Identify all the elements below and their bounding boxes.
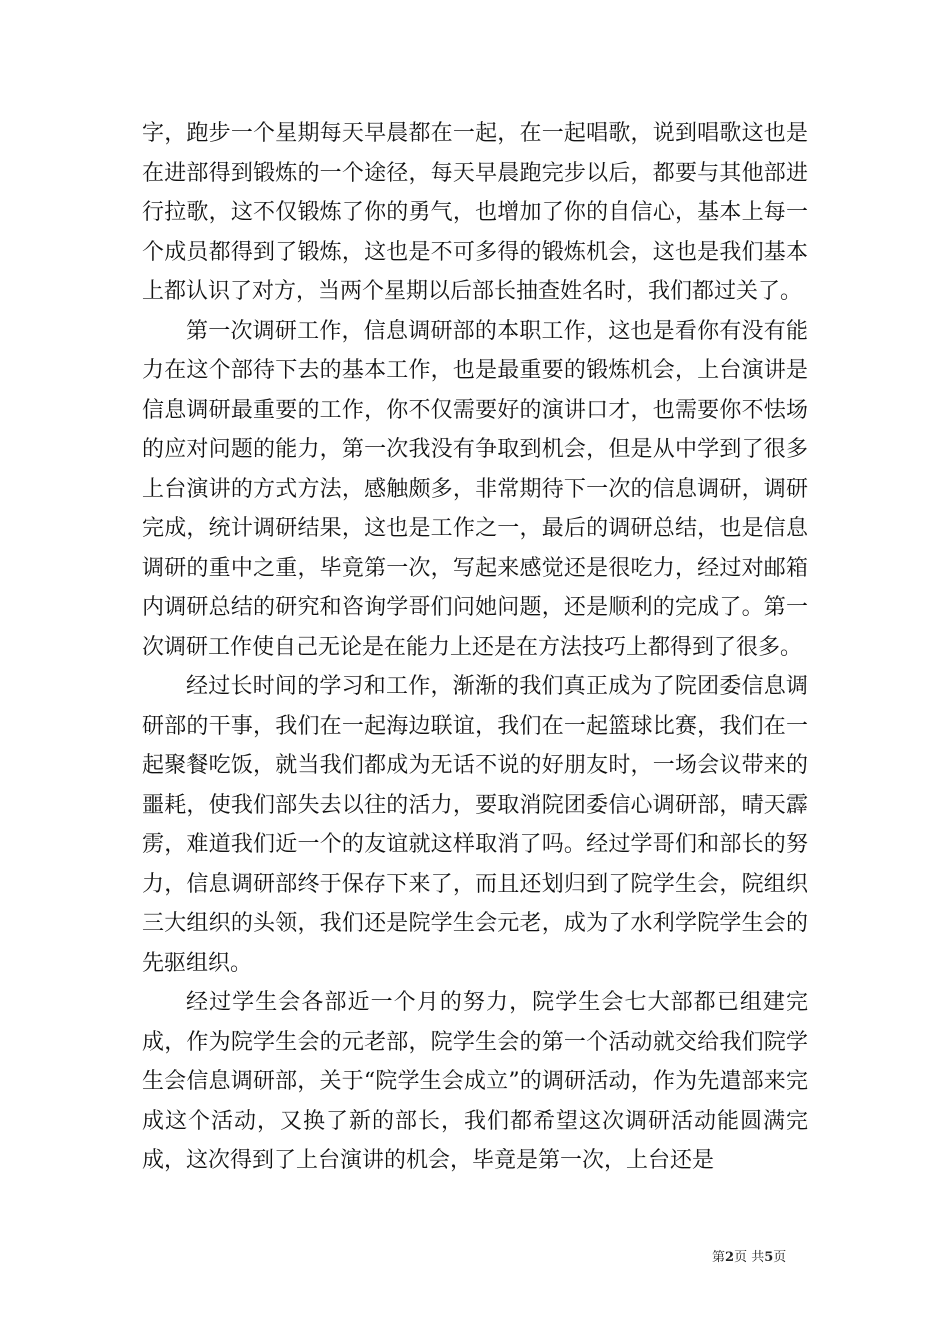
current-page-number: 2	[725, 1250, 735, 1265]
footer-prefix: 第	[712, 1250, 726, 1265]
paragraph-2: 第一次调研工作，信息调研部的本职工作，这也是看你有没有能力在这个部待下去的基本工作，也是最重要的锻炼机会，上台演讲是信息调研最重要的工作，你不仅需要好的演讲口才，也需要你不怯场的应对问题的能力，第一次我没有争取到机会，但是从中学到了很多上台演讲的方式方法，感触颇多，非常期待下一次的信息调研，调研完成，统计调研结果，这也是工作之一，最后的调研总结，也是信息调研的重中之重，毕竟第一次，写起来感觉还是很吃力，经过对邮箱内调研总结的研究和咨询学哥们问她问题，还是顺利的完成了。第一次调研工作使自己无论是在能力上还是在方法技巧上都得到了很多。	[142, 318, 808, 660]
footer-middle: 页 共	[734, 1250, 765, 1265]
body-text	[142, 114, 808, 1181]
page-footer	[712, 1246, 786, 1265]
paragraph-1: 字，跑步一个星期每天早晨都在一起，在一起唱歌，说到唱歌这也是在进部得到锻炼的一个途径，每天早晨跑完步以后，都要与其他部进行拉歌，这不仅锻炼了你的勇气，也增加了你的自信心，基本上每一个成员都得到了锻炼，这也是不可多得的锻炼机会，这也是我们基本上都认识了对方，当两个星期以后部长抽查姓名时，我们都过关了。	[142, 121, 808, 304]
footer-suffix: 页	[773, 1250, 787, 1265]
paragraph-3: 经过长时间的学习和工作，渐渐的我们真正成为了院团委信息调研部的干事，我们在一起海边联谊，我们在一起篮球比赛，我们在一起聚餐吃饭，就当我们都成为无话不说的好朋友时，一场会议带来的噩耗，使我们部失去以往的活力，要取消院团委信心调研部，晴天霹雳，难道我们近一个的友谊就这样取消了吗。经过学哥们和部长的努力，信息调研部终于保存下来了，而且还划归到了院学生会，院组织三大组织的头领，我们还是院学生会元老，成为了水利学院学生会的先驱组织。	[142, 674, 808, 976]
total-page-number: 5	[764, 1250, 774, 1265]
paragraph-4: 经过学生会各部近一个月的努力，院学生会七大部都已组建完成，作为院学生会的元老部，院学生会的第一个活动就交给我们院学生会信息调研部，关于“院学生会成立”的调研活动，作为先遣部来完成这个活动，又换了新的部长，我们都希望这次调研活动能圆满完成，这次得到了上台演讲的机会，毕竟是第一次，上台还是	[142, 990, 808, 1173]
